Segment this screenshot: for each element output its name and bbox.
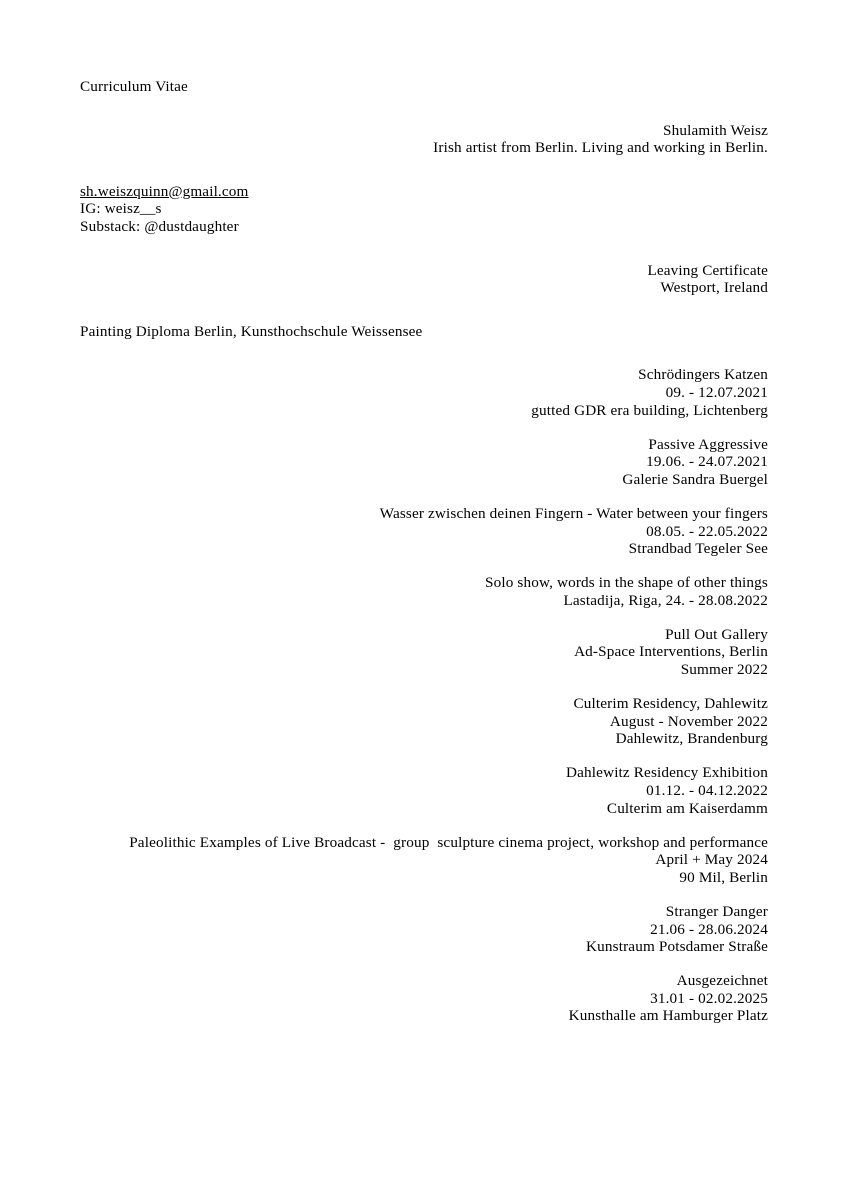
- entry-title: Pull Out Gallery: [665, 625, 768, 643]
- entry-passive-aggressive: [80, 436, 768, 489]
- entry-title: Schrödingers Katzen: [638, 366, 768, 384]
- entry-venue: Culterim am Kaiserdamm: [606, 799, 768, 817]
- education-line: Westport, Ireland: [660, 279, 768, 297]
- entry-title: Stranger Danger: [665, 903, 768, 920]
- entry-date: 01.12. - 04.12.2022: [646, 782, 768, 800]
- entry-date: 19.06. - 24.07.2021: [646, 453, 768, 471]
- entry-date: Summer 2022: [680, 661, 768, 679]
- entry-date: 21.06 - 28.06.2024: [650, 920, 768, 938]
- entry-title: Culterim Residency, Dahlewitz: [573, 695, 768, 713]
- spacer: [80, 157, 768, 183]
- person-tagline: Irish artist from Berlin. Living and working in Berlin.: [433, 139, 768, 157]
- entry-venue: Kunstraum Potsdamer Straße: [586, 938, 768, 956]
- entry-title: Wasser zwischen deinen Fingern - Water between your fingers: [379, 504, 768, 522]
- entry-culterim-residency: [80, 695, 768, 748]
- email-link[interactable]: sh.weiszquinn@gmail.com: [80, 182, 249, 200]
- spacer: [80, 817, 768, 834]
- spacer: [80, 340, 768, 366]
- spacer: [80, 419, 768, 436]
- entry-date: 31.01 - 02.02.2025: [650, 989, 768, 1007]
- education-leaving-certificate: [80, 262, 768, 297]
- page-title: Curriculum Vitae: [80, 78, 188, 95]
- person-name: Shulamith Weisz: [663, 121, 768, 139]
- spacer: [80, 887, 768, 904]
- spacer: [80, 297, 768, 323]
- contact-email-row: [80, 183, 768, 201]
- entry-venue: 90 Mil, Berlin: [679, 868, 768, 886]
- entry-dahlewitz-residency-exhibition: [80, 764, 768, 817]
- contact-block: [80, 183, 768, 236]
- cv-content: [80, 78, 768, 1025]
- education-line: Leaving Certificate: [647, 261, 768, 279]
- education-line: Painting Diploma Berlin, Kunsthochschule Weissensee: [80, 322, 423, 340]
- entry-venue: Lastadija, Riga, 24. - 28.08.2022: [563, 591, 768, 609]
- entry-title: Solo show, words in the shape of other things: [484, 574, 768, 592]
- entry-stranger-danger: [80, 903, 768, 956]
- contact-substack: Substack: @dustdaughter: [80, 217, 239, 235]
- entry-schroedingers-katzen: [80, 366, 768, 419]
- spacer: [80, 609, 768, 626]
- spacer: [80, 96, 768, 122]
- spacer: [80, 679, 768, 696]
- spacer: [80, 748, 768, 765]
- entry-date: 08.05. - 22.05.2022: [646, 522, 768, 540]
- entry-venue: Kunsthalle am Hamburger Platz: [568, 1007, 768, 1025]
- entry-pull-out-gallery: [80, 626, 768, 679]
- entry-venue: Galerie Sandra Buergel: [622, 470, 768, 488]
- entry-venue: Ad-Space Interventions, Berlin: [574, 643, 768, 661]
- entry-wasser-zwischen-deinen-fingern: [80, 505, 768, 558]
- spacer: [80, 558, 768, 575]
- person-header: [80, 122, 768, 157]
- entry-venue: Strandbad Tegeler See: [628, 540, 768, 558]
- entry-paleolithic-examples: [80, 834, 768, 887]
- spacer: [80, 956, 768, 973]
- entry-date: August - November 2022: [609, 712, 768, 730]
- entry-venue: Dahlewitz, Brandenburg: [615, 730, 768, 748]
- education-painting-diploma: [80, 323, 768, 341]
- entry-title: Ausgezeichnet: [676, 972, 768, 990]
- entry-title: Passive Aggressive: [648, 435, 768, 453]
- spacer: [80, 488, 768, 505]
- entry-date: April + May 2024: [655, 851, 768, 869]
- entry-venue: gutted GDR era building, Lichtenberg: [531, 401, 768, 419]
- entry-title: Paleolithic Examples of Live Broadcast - group sculpture cinema project, workshop and performance: [129, 833, 768, 851]
- spacer: [80, 236, 768, 262]
- contact-instagram: IG: weisz__s: [80, 200, 162, 218]
- entry-solo-show: [80, 574, 768, 609]
- entry-date: 09. - 12.07.2021: [665, 383, 768, 401]
- entry-ausgezeichnet: [80, 972, 768, 1025]
- entry-title: Dahlewitz Residency Exhibition: [566, 764, 768, 782]
